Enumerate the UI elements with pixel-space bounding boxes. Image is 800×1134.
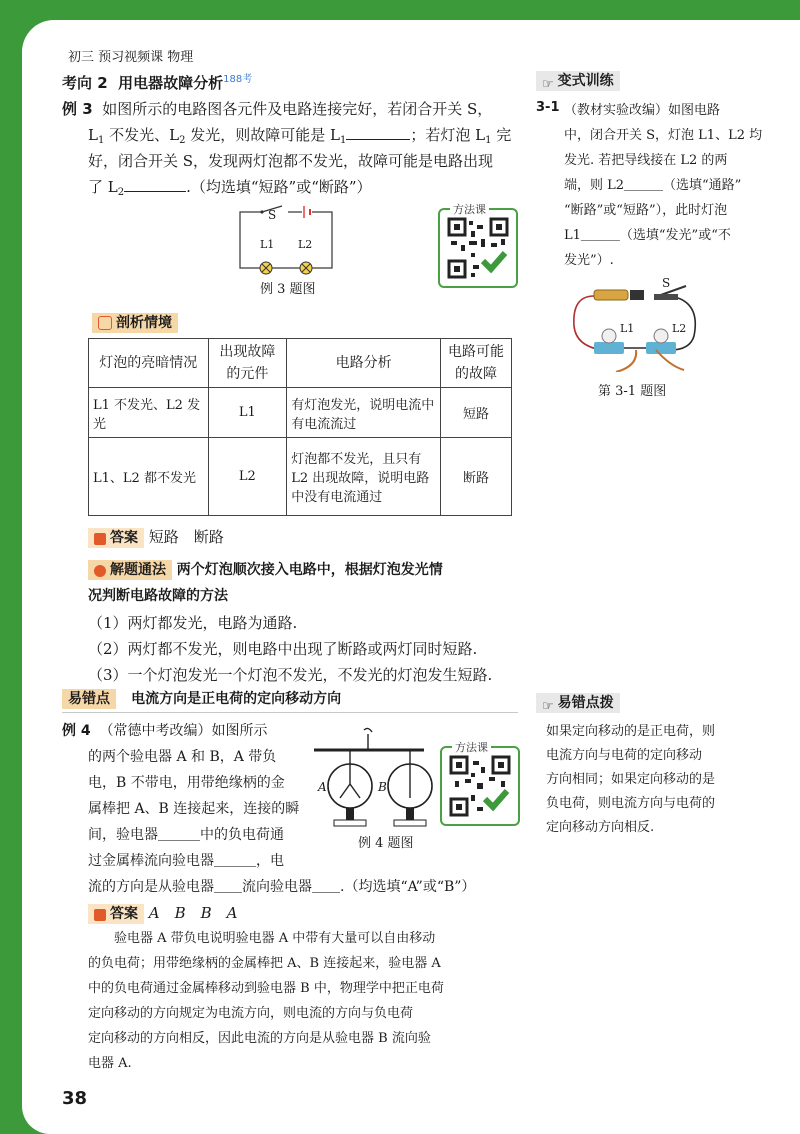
exam-count-tag: 188考 (223, 74, 253, 85)
variant-line: 端，则 L2＿＿＿（选填“通路” (564, 178, 742, 193)
variant-line: 发光. 若把导线接在 L2 的两 (564, 153, 728, 168)
analysis-table (88, 338, 512, 516)
variant-line: 发光”）. (564, 253, 614, 268)
electroscope-diagram (304, 724, 434, 832)
header-title: 初三 预习视频课 物理 (68, 50, 194, 65)
page (22, 20, 800, 1134)
tip-text: 如果定向移动的是正电荷，则 电流方向与电荷的定向移动 方向相同；如果定向移动的是 负电荷，则电流方向与电荷的 定向移动方向相反. (546, 724, 716, 835)
section-title: 考向 2 用电器故障分析$^{188考}$ (62, 74, 253, 92)
table-row: L1 不发光、L2 发光 L1 有灯泡发光，说明电流中有电流流过 短路 (89, 388, 512, 438)
variant-line: 中，闭合开关 S，灯泡 L1、L2 均 (564, 128, 763, 143)
table-header-row: 灯泡的亮暗情况 出现故障的元件 电路分析 电路可能的故障 (89, 339, 512, 388)
answer-blank[interactable] (346, 124, 410, 140)
electroscope-a-label: A (318, 780, 327, 794)
method-item-3: （3）一个灯泡发光一个灯泡不发光，不发光的灯泡发生短路. (88, 666, 493, 684)
example4-caption: 例 4 题图 (358, 836, 414, 851)
method-item-1: （1）两灯都发光，电路为通路. (88, 614, 298, 632)
example4-text: 例 4 （常德中考改编）如图所示 的两个验电器 A 和 B，A 带负 电，B 不带电，用带绝缘柄的金 属棒把 A、B 连接起来，连接的瞬 间，验电器＿＿＿中的负电荷通 过金属棒流向验电器＿＿＿，电 流的方向是从验电器＿＿流向验电器＿＿.（均选填“A”或“B”） (62, 723, 476, 895)
variant-caption: 第 3-1 题图 (598, 384, 667, 399)
page-number: 38 (62, 1088, 88, 1109)
tip-tag: ☞ 易错点拨 (536, 692, 620, 713)
example3-line2: $L_1$ 不发光、$L_2$ 发光，则故障可能是 $L_1$ ；若灯泡 $L_1$ 完 (88, 126, 512, 146)
variant-text (564, 98, 762, 273)
qr-code-method-1[interactable]: 方法课 (438, 208, 518, 288)
method-line1: 解题通法 两个灯泡顺次接入电路中，根据灯泡发光情 (88, 556, 443, 583)
hand-icon (94, 565, 106, 577)
method-item-2: （2）两灯都不发光，则电路中出现了断路或两灯同时短路. (88, 640, 478, 658)
qr-icon (449, 755, 511, 817)
pitfall-heading: 易错点 电流方向是正电荷的定向移动方向 (62, 688, 518, 714)
table-row: L1、L2 都不发光 L2 灯泡都不发光，且只有 L2 出现故障，说明电路中没有电流通过 断路 (89, 438, 512, 516)
lamp1-label: L1 (260, 238, 275, 251)
electroscope-b-label: B (378, 780, 387, 794)
switch-label: S (268, 208, 277, 222)
pointing-hand-icon: ☞ (542, 77, 554, 92)
example3-line4: 了 $L_2$ .（均选填“短路”或“断路”） (88, 178, 372, 198)
answer-icon (94, 533, 106, 545)
fig-l2-label: L2 (672, 322, 687, 335)
answer-blank[interactable] (124, 176, 186, 192)
fig-l1-label: L1 (620, 322, 635, 335)
variant-line: （教材实验改编）如图电路 (564, 103, 721, 118)
clipboard-icon (98, 316, 112, 330)
pointing-hand-icon: ☞ (542, 699, 554, 714)
variant-number: 3-1 (536, 100, 560, 115)
variant-tag: ☞ 变式训练 (536, 70, 620, 91)
example3-line1: 例 3 如图所示的电路图各元件及电路连接完好，若闭合开关 S， (62, 100, 493, 118)
analysis-tag: 剖析情境 (92, 312, 178, 333)
fig-s-label: S (662, 276, 671, 290)
variant-line: “断路”或“短路”），此时灯泡 (564, 203, 728, 218)
lamp2-label: L2 (298, 238, 313, 251)
qr-icon (447, 217, 509, 279)
answer4: 答案 A B B A (88, 900, 238, 926)
example3-line3: 好，闭合开关 S，发现两灯泡都不发光，故障可能是电路出现 (88, 152, 494, 170)
qr-code-method-2[interactable]: 方法课 (440, 746, 520, 826)
answer3: 答案 短路 断路 (88, 524, 224, 550)
example3-caption: 例 3 题图 (260, 282, 316, 297)
circuit-diagram-ex3 (232, 202, 342, 284)
method-line2: 况判断电路故障的方法 (88, 588, 228, 604)
answer-icon (94, 909, 106, 921)
variant-line: L1＿＿＿（选填“发光”或“不 (564, 228, 731, 243)
answer4-explanation: 验电器 A 带负电说明验电器 A 中带有大量可以自由移动 的负电荷；用带绝缘柄的金属棒把 A、B 连接起来，验电器 A 中的负电荷通过金属棒移动到验电器 B 中，物理学中把正电荷 定向移动的方向规定为电流方向，则电流的方向与负电荷 定向移动的方向相反，因此电流的方向是从验电器 B 流向验 电器 A. (88, 931, 444, 1071)
